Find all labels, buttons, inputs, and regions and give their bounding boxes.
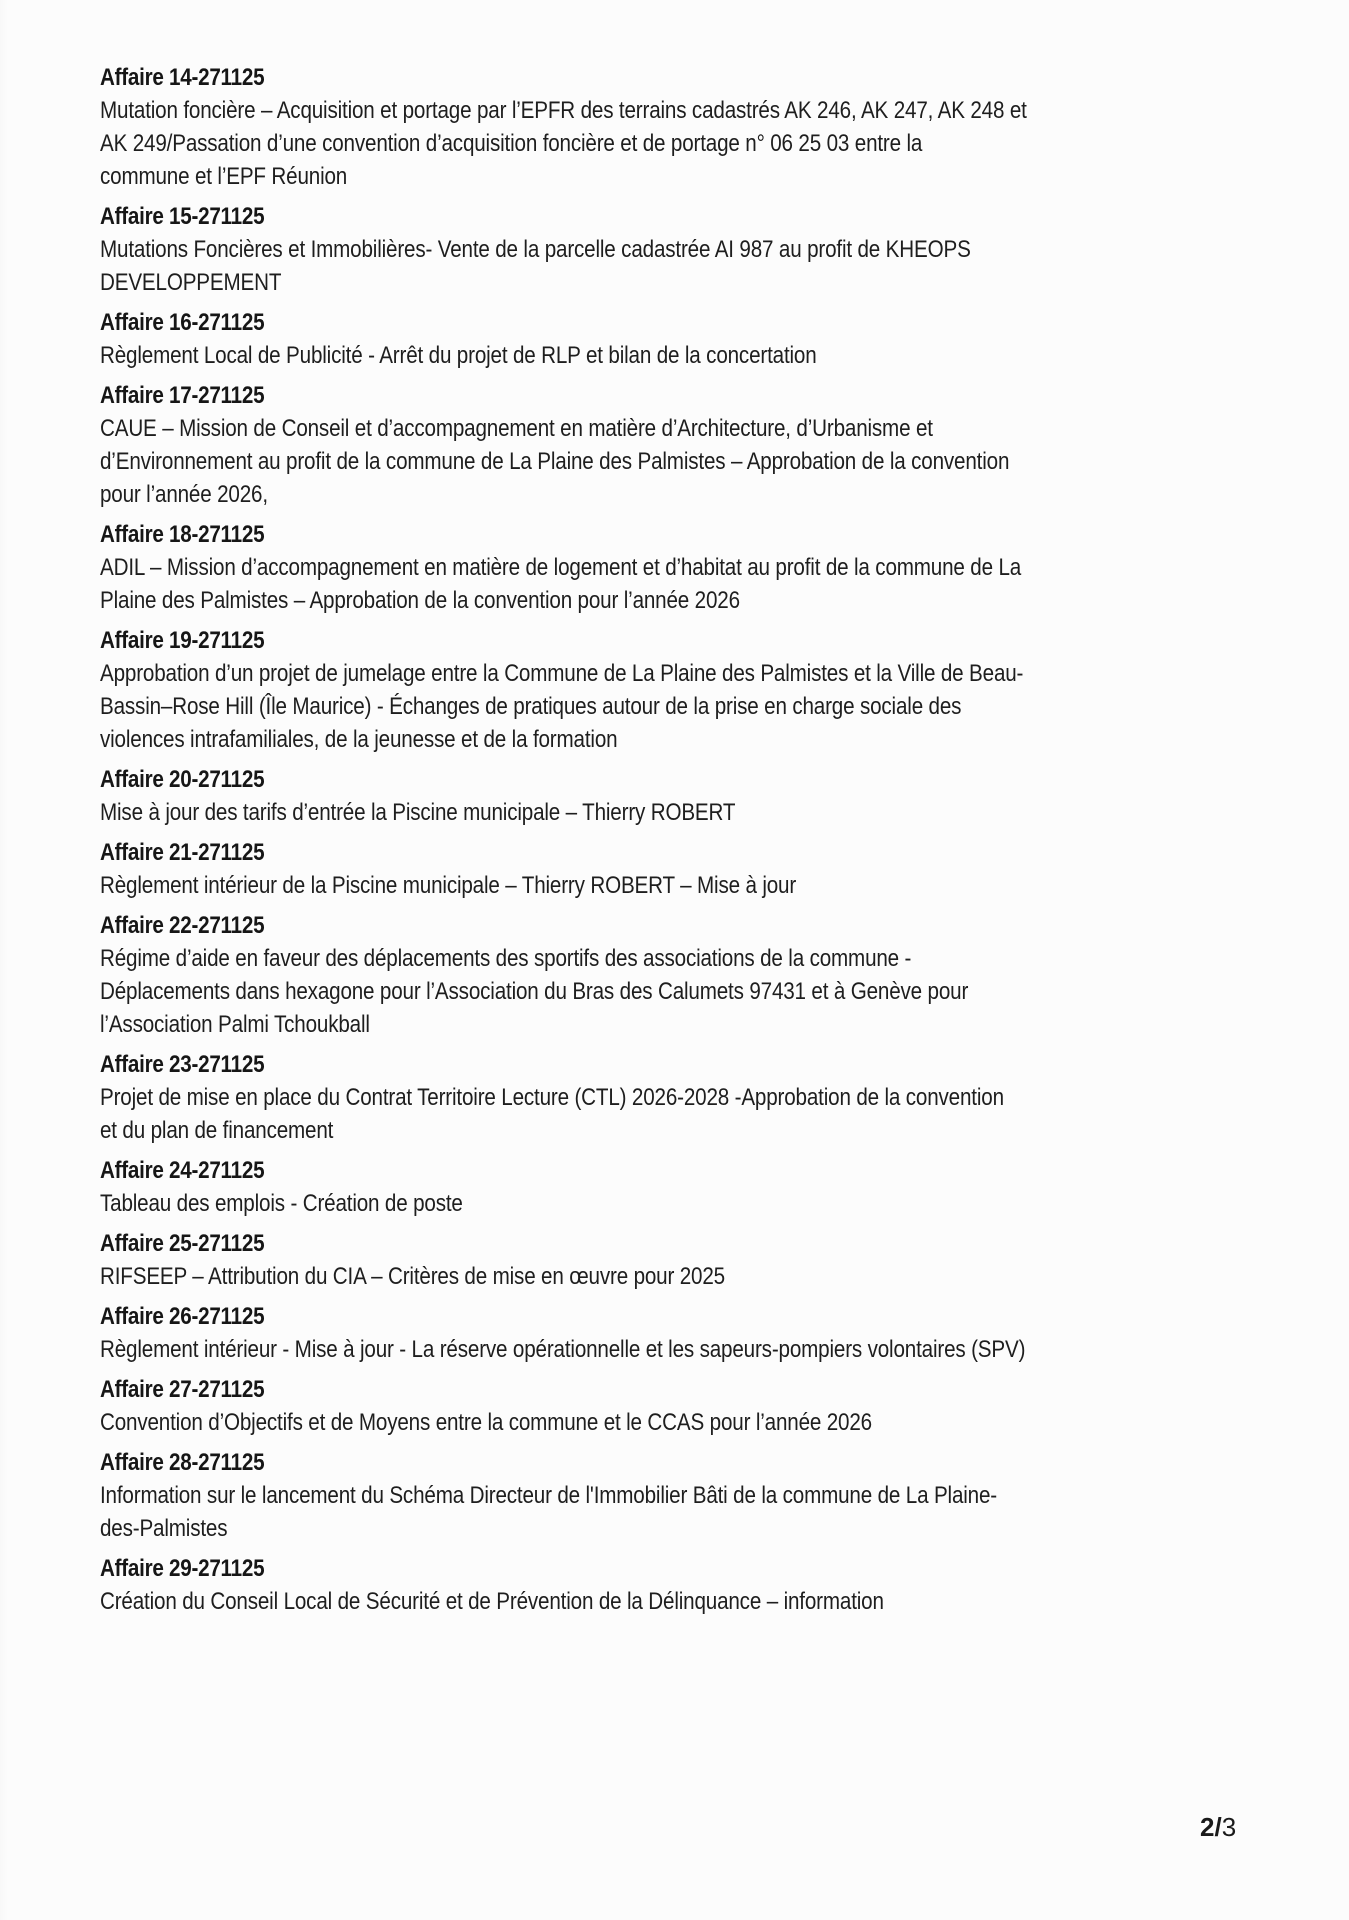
agenda-item-heading: Affaire 15-271125 (100, 203, 265, 230)
agenda-item (100, 380, 1250, 511)
agenda-item (100, 1049, 1250, 1147)
agenda-item-heading: Affaire 23-271125 (100, 1051, 265, 1078)
agenda-item (100, 307, 1250, 372)
agenda-item (100, 62, 1250, 193)
agenda-item-text-line: Approbation d’un projet de jumelage entre la Commune de La Plaine des Palmistes et la Ville de Beau- (100, 660, 1024, 687)
page-number-total: 3 (1221, 1812, 1237, 1842)
agenda-item-text-line: des-Palmistes (100, 1515, 228, 1542)
agenda-item (100, 1228, 1250, 1293)
agenda-item (100, 1553, 1250, 1618)
agenda-item-text-line: Règlement intérieur de la Piscine municipale – Thierry ROBERT – Mise à jour (100, 872, 797, 899)
agenda-item-text-line: Mutations Foncières et Immobilières- Vente de la parcelle cadastrée AI 987 au profit de KHEOPS (100, 236, 971, 263)
agenda-item (100, 1374, 1250, 1439)
agenda-item (100, 910, 1250, 1041)
agenda-item-text-line: Convention d’Objectifs et de Moyens entre la commune et le CCAS pour l’année 2026 (100, 1409, 872, 1436)
page-number-current: 2/ (1200, 1812, 1222, 1842)
agenda-item-text-line: violences intrafamiliales, de la jeunesse et de la formation (100, 726, 618, 753)
agenda-item-text-line: Régime d’aide en faveur des déplacements des sportifs des associations de la commune - (100, 945, 912, 972)
agenda-item-text-line: ADIL – Mission d’accompagnement en matière de logement et d’habitat au profit de la commune de La (100, 554, 1022, 581)
agenda-item-text-line: Bassin–Rose Hill (Île Maurice) - Échanges de pratiques autour de la prise en charge sociale des (100, 693, 962, 720)
page-number (1200, 1812, 1236, 1842)
agenda-item-text-line: Règlement intérieur - Mise à jour - La réserve opérationnelle et les sapeurs-pompiers volontaires (SPV) (100, 1336, 1026, 1363)
agenda-item-text-line: Tableau des emplois - Création de poste (100, 1190, 463, 1217)
agenda-item-heading: Affaire 28-271125 (100, 1449, 265, 1476)
agenda-item-text-line: Mutation foncière – Acquisition et portage par l’EPFR des terrains cadastrés AK 246, AK 247, AK 248 et (100, 97, 1027, 124)
agenda-item-text-line: DEVELOPPEMENT (100, 269, 282, 296)
agenda-item-heading: Affaire 17-271125 (100, 382, 265, 409)
agenda-item-text-line: Information sur le lancement du Schéma Directeur de l'Immobilier Bâti de la commune de La Plaine- (100, 1482, 998, 1509)
agenda-item-heading: Affaire 16-271125 (100, 309, 265, 336)
agenda-item-text-line: RIFSEEP – Attribution du CIA – Critères de mise en œuvre pour 2025 (100, 1263, 725, 1290)
agenda-item-heading: Affaire 21-271125 (100, 839, 265, 866)
agenda-item-heading: Affaire 22-271125 (100, 912, 265, 939)
agenda-item-text-line: l’Association Palmi Tchoukball (100, 1011, 370, 1038)
agenda-item-text-line: Déplacements dans hexagone pour l’Association du Bras des Calumets 97431 et à Genève pour (100, 978, 969, 1005)
agenda-item-heading: Affaire 26-271125 (100, 1303, 265, 1330)
agenda-item-text-line: Règlement Local de Publicité - Arrêt du projet de RLP et bilan de la concertation (100, 342, 817, 369)
agenda-item-text-line: Projet de mise en place du Contrat Territoire Lecture (CTL) 2026-2028 -Approbation de la convention (100, 1084, 1004, 1111)
agenda-item-heading: Affaire 14-271125 (100, 64, 265, 91)
agenda-item-text-line: d’Environnement au profit de la commune de La Plaine des Palmistes – Approbation de la convention (100, 448, 1010, 475)
agenda-item-text-line: Création du Conseil Local de Sécurité et de Prévention de la Délinquance – information (100, 1588, 884, 1615)
agenda-item-text-line: CAUE – Mission de Conseil et d’accompagnement en matière d’Architecture, d’Urbanisme et (100, 415, 933, 442)
agenda-item (100, 1155, 1250, 1220)
agenda-list (100, 62, 1250, 1626)
agenda-item (100, 764, 1250, 829)
agenda-item-text-line: et du plan de financement (100, 1117, 334, 1144)
agenda-item (100, 837, 1250, 902)
agenda-item (100, 625, 1250, 756)
agenda-item (100, 1301, 1250, 1366)
agenda-item-text-line: pour l’année 2026, (100, 481, 268, 508)
agenda-item-text-line: Mise à jour des tarifs d’entrée la Piscine municipale – Thierry ROBERT (100, 799, 736, 826)
agenda-item-heading: Affaire 24-271125 (100, 1157, 265, 1184)
agenda-item (100, 519, 1250, 617)
agenda-item (100, 1447, 1250, 1545)
agenda-item-heading: Affaire 19-271125 (100, 627, 265, 654)
agenda-item-text-line: commune et l’EPF Réunion (100, 163, 348, 190)
agenda-item (100, 201, 1250, 299)
agenda-item-heading: Affaire 25-271125 (100, 1230, 265, 1257)
agenda-item-text-line: AK 249/Passation d’une convention d’acquisition foncière et de portage n° 06 25 03 entre la (100, 130, 923, 157)
agenda-item-heading: Affaire 27-271125 (100, 1376, 265, 1403)
agenda-item-heading: Affaire 20-271125 (100, 766, 265, 793)
agenda-item-heading: Affaire 29-271125 (100, 1555, 265, 1582)
agenda-item-heading: Affaire 18-271125 (100, 521, 265, 548)
agenda-item-text-line: Plaine des Palmistes – Approbation de la convention pour l’année 2026 (100, 587, 740, 614)
